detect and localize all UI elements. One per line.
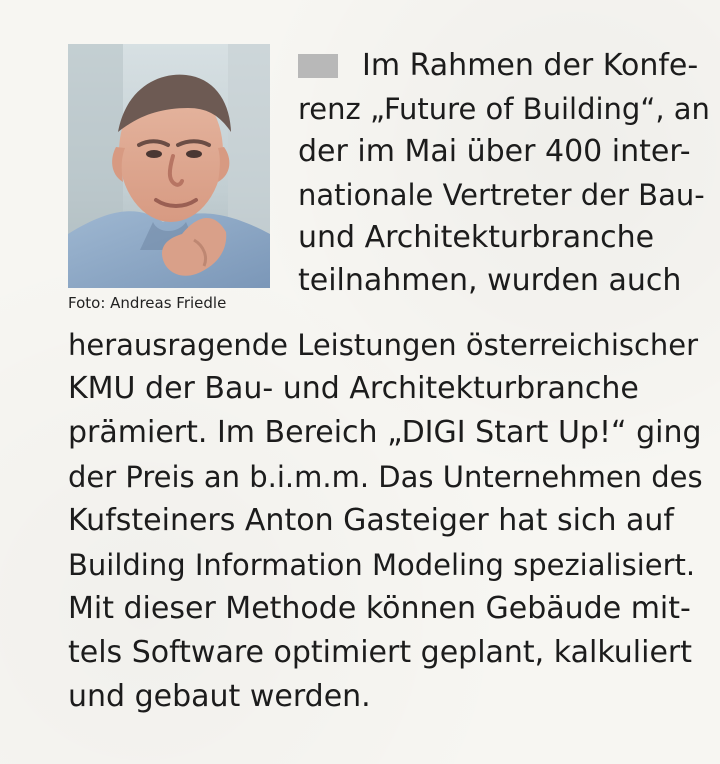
- article-line-1: Im Rahmen der Konfe-: [362, 48, 699, 83]
- article-line-9: prämiert. Im Bereich „DIGI Start Up!“ ging: [68, 415, 702, 450]
- article-line-14: tels Software optimiert geplant, kalkuliert: [68, 635, 693, 670]
- article-line-10: der Preis an b.i.m.m. Das Unternehmen des: [68, 460, 703, 494]
- article-line-4: nationale Vertreter der Bau-: [298, 178, 705, 212]
- article-line-15: und gebaut werden.: [68, 679, 371, 714]
- article-line-13: Mit dieser Methode können Gebäude mit-: [68, 591, 691, 626]
- portrait-illustration: [68, 44, 270, 288]
- article-line-2: renz „Future of Building“, an: [298, 92, 710, 126]
- article-line-6: teilnahmen, wurden auch: [298, 263, 682, 298]
- photo-credit: Foto: Andreas Friedle: [68, 294, 227, 312]
- article-line-5: und Architekturbranche: [298, 220, 655, 255]
- article-line-12: Building Information Modeling spezialisiert.: [68, 548, 696, 582]
- paragraph-start-marker: [298, 54, 338, 78]
- portrait-photo: [68, 44, 270, 288]
- article-line-8: KMU der Bau- und Architekturbranche: [68, 371, 639, 406]
- article-line-7: herausragende Leistungen österreichischer: [68, 328, 699, 362]
- article-line-3: der im Mai über 400 inter-: [298, 134, 691, 169]
- article-line-11: Kufsteiners Anton Gasteiger hat sich auf: [68, 503, 674, 538]
